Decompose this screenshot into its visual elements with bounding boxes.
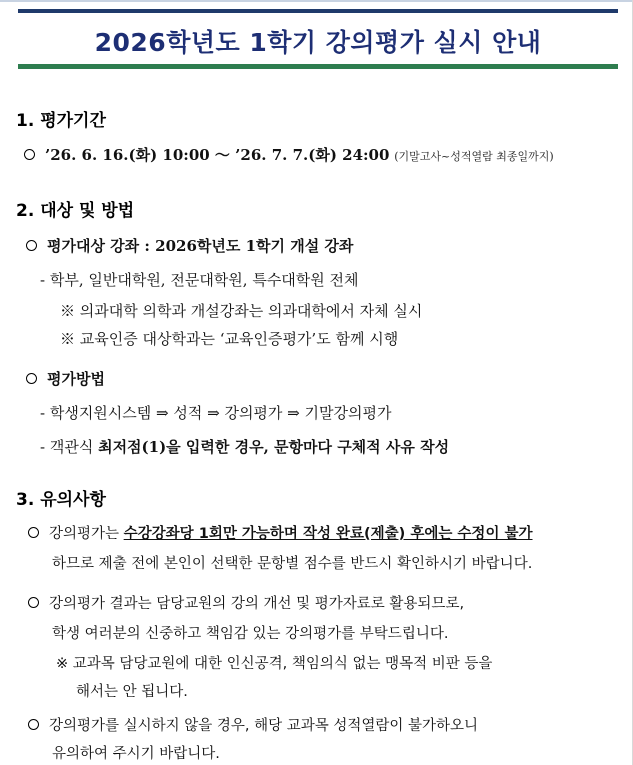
caution-1-line-2: 하므로 제출 전에 본인이 선택한 문항별 점수를 반드시 확인하시기 바랍니다.: [52, 556, 533, 572]
title-bottom-bar: [18, 64, 618, 69]
title-top-bar: [18, 9, 618, 13]
page-top-rule: [0, 0, 633, 2]
circle-bullet-icon: [26, 240, 37, 251]
circle-bullet-icon: [28, 597, 39, 608]
method-rule: [40, 436, 449, 457]
circle-bullet-icon: [24, 149, 35, 160]
caution-1-line-1: [28, 522, 533, 543]
caution-3-line-1: [28, 714, 478, 735]
circle-bullet-icon: [26, 373, 37, 384]
target-note-accreditation: ※ 교육인증 대상학과는 ‘교육인증평가’도 함께 시행: [60, 330, 399, 348]
method-label: 평가방법: [47, 370, 105, 388]
target-note-medical: ※ 의과대학 의학과 개설강좌는 의과대학에서 자체 실시: [60, 302, 423, 320]
caution-1-prefix: 강의평가는: [49, 526, 124, 542]
caution-1-underlined: 수강강좌당 1회만 가능하며 작성 완료(제출) 후에는 수정이 불가: [123, 526, 533, 542]
circle-bullet-icon: [28, 527, 39, 538]
circle-bullet-icon: [28, 719, 39, 730]
caution-2-text: 강의평가 결과는 담당교원의 강의 개선 및 평가자료로 활용되므로,: [49, 596, 465, 612]
caution-2-note-line-2: 해서는 안 됩니다.: [76, 684, 188, 700]
caution-2-note-line-1: ※ 교과목 담당교원에 대한 인신공격, 책임의식 없는 맹목적 비판 등을: [56, 656, 493, 672]
target-scope: - 학부, 일반대학원, 전문대학원, 특수대학원 전체: [40, 271, 359, 289]
target-label: 평가대상 강좌 : 2026학년도 1학기 개설 강좌: [47, 237, 354, 255]
target-line: [26, 235, 353, 256]
period-line: [24, 144, 554, 165]
method-rule-bold: 최저점(1)을 입력한 경우, 문항마다 구체적 사유 작성: [98, 438, 450, 456]
section-heading-target: 2. 대상 및 방법: [16, 201, 135, 221]
title-banner: [18, 9, 618, 69]
section-heading-cautions: 3. 유의사항: [16, 490, 106, 510]
caution-3-line-2: 유의하여 주시기 바랍니다.: [52, 746, 220, 762]
caution-3-text: 강의평가를 실시하지 않을 경우, 해당 교과목 성적열람이 불가하오니: [49, 718, 479, 734]
period-date-range: ’26. 6. 16.(화) 10:00 ～ ’26. 7. 7.(화) 24:00: [45, 146, 390, 164]
method-rule-prefix: - 객관식: [40, 438, 99, 456]
period-note: (기말고사~성적열람 최종일까지): [394, 150, 554, 163]
method-path: - 학생지원시스템 ⇒ 성적 ⇒ 강의평가 ⇒ 기말강의평가: [40, 404, 392, 422]
page-title: 2026학년도 1학기 강의평가 실시 안내: [94, 28, 542, 57]
caution-2-line-1: [28, 592, 464, 613]
section-heading-period: 1. 평가기간: [16, 111, 106, 131]
method-line: [26, 368, 105, 389]
caution-2-line-2: 학생 여러분의 신중하고 책임감 있는 강의평가를 부탁드립니다.: [52, 626, 449, 642]
